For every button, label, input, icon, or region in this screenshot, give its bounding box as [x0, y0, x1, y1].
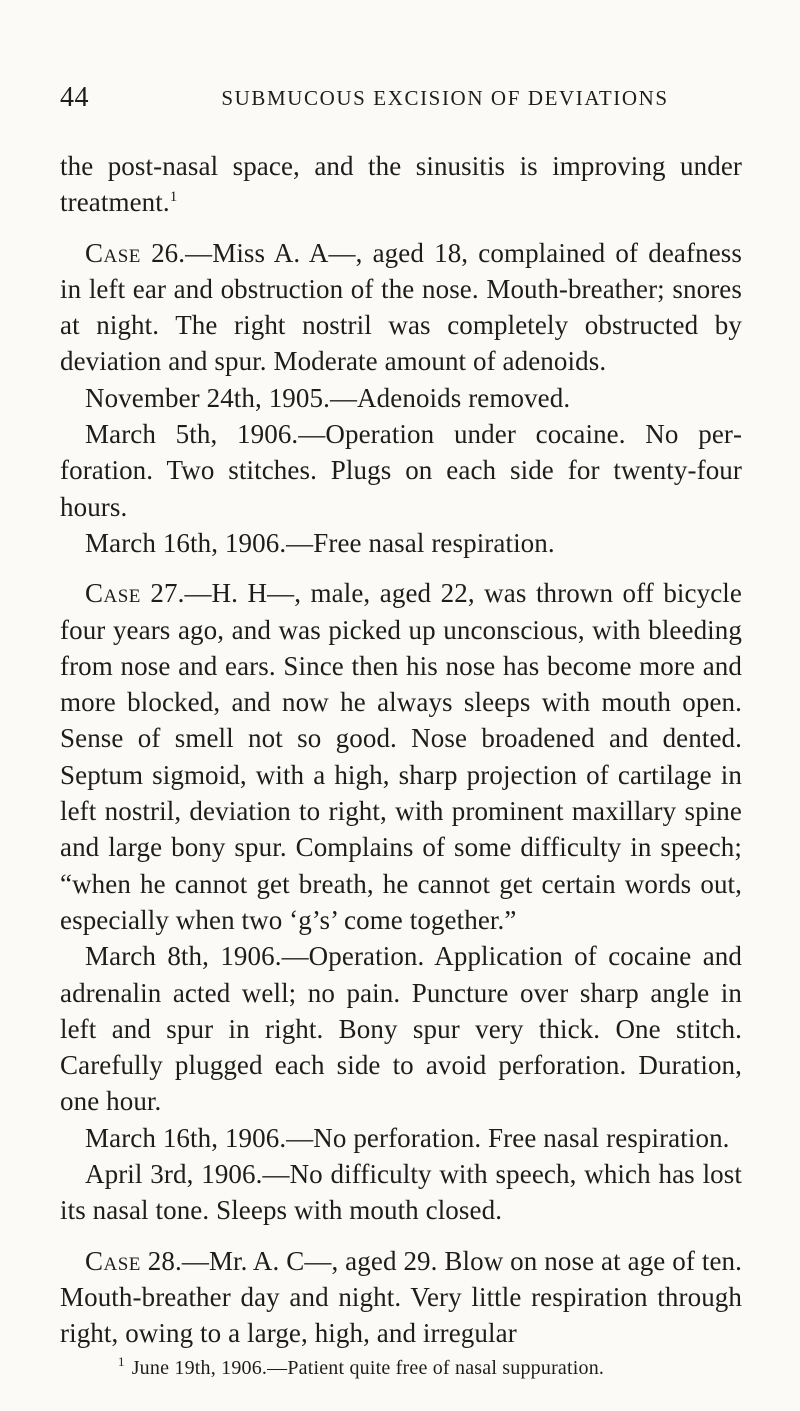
continued-paragraph — [60, 148, 742, 221]
case-text: 27.—H. H—, male, aged 22, was thrown off bicycle four years ago, and was picked up unconscious, with bleeding from nose and ears. Since then his nose has become more and more blocked, and now he always sleeps with mouth open. Sense of smell not so good. Nose broadened and dented. Septum sigmoid, with a high, sharp projection of cartilage in left nostril, deviation to right, with prominent maxillary spine and large bony spur. Complains of some difficulty in speech; “when he cannot get breath, he cannot get certain words out, especially when two ‘g’s’ come together.” — [60, 578, 742, 935]
case-26-paragraph — [60, 235, 742, 380]
case-label: Case — [85, 237, 141, 268]
footnote-text: June 19th, 1906.—Patient quite free of nasal suppuration. — [131, 1357, 605, 1379]
page-header — [60, 82, 742, 116]
body-text — [60, 148, 742, 1352]
case-27-paragraph — [60, 575, 742, 938]
case-26-march-16-note: March 16th, 1906.—Free nasal respiration. — [85, 527, 555, 558]
case-27-march-8-note: March 8th, 1906.—Operation. Application of cocaine and adrenalin acted well; no pain. Puncture over sharp angle in left and spur in right. Bony spur very thick. One stitch. Carefully plugged each side to avoid perforation. Duration, one hour. — [60, 941, 742, 1117]
case-27-april-3-note: April 3rd, 1906.—No difficulty with speech, which has lost its nasal tone. Sleeps with mouth closed. — [60, 1159, 742, 1226]
footnote — [118, 1356, 604, 1380]
case-label: Case — [85, 578, 141, 609]
paragraph-text: the post-nasal space, and the sinusitis is improving under treatment. — [60, 151, 742, 218]
case-26-november-note: November 24th, 1905.—Adenoids removed. — [85, 382, 571, 413]
case-26-march-5-note: March 5th, 1906.—Operation under cocaine. No perforation. Two stitches. Plugs on each side for twenty-four hours. — [60, 419, 742, 522]
page-number: 44 — [60, 82, 89, 113]
footnote-mark: 1 — [118, 1354, 125, 1370]
case-text: 28.—Mr. A. C—, aged 29. Blow on nose at age of ten. Mouth-breather day and night. Very little respiration through right, owing to a large, high, and irregular — [60, 1245, 742, 1349]
footnote-reference: 1 — [169, 189, 178, 206]
case-text: 26.—Miss A. A—, aged 18, complained of deafness in left ear and obstruction of the nose. Mouth-breather; snores at night. The right nostril was completely obstructed by deviation and spur. Moderate amount of adenoids. — [60, 237, 742, 377]
case-label: Case — [85, 1245, 141, 1276]
running-head: SUBMUCOUS EXCISION OF DEVIATIONS — [221, 86, 669, 110]
case-27-march-16-note: March 16th, 1906.—No perforation. Free nasal respiration. — [85, 1122, 730, 1153]
case-28-paragraph — [60, 1243, 742, 1352]
